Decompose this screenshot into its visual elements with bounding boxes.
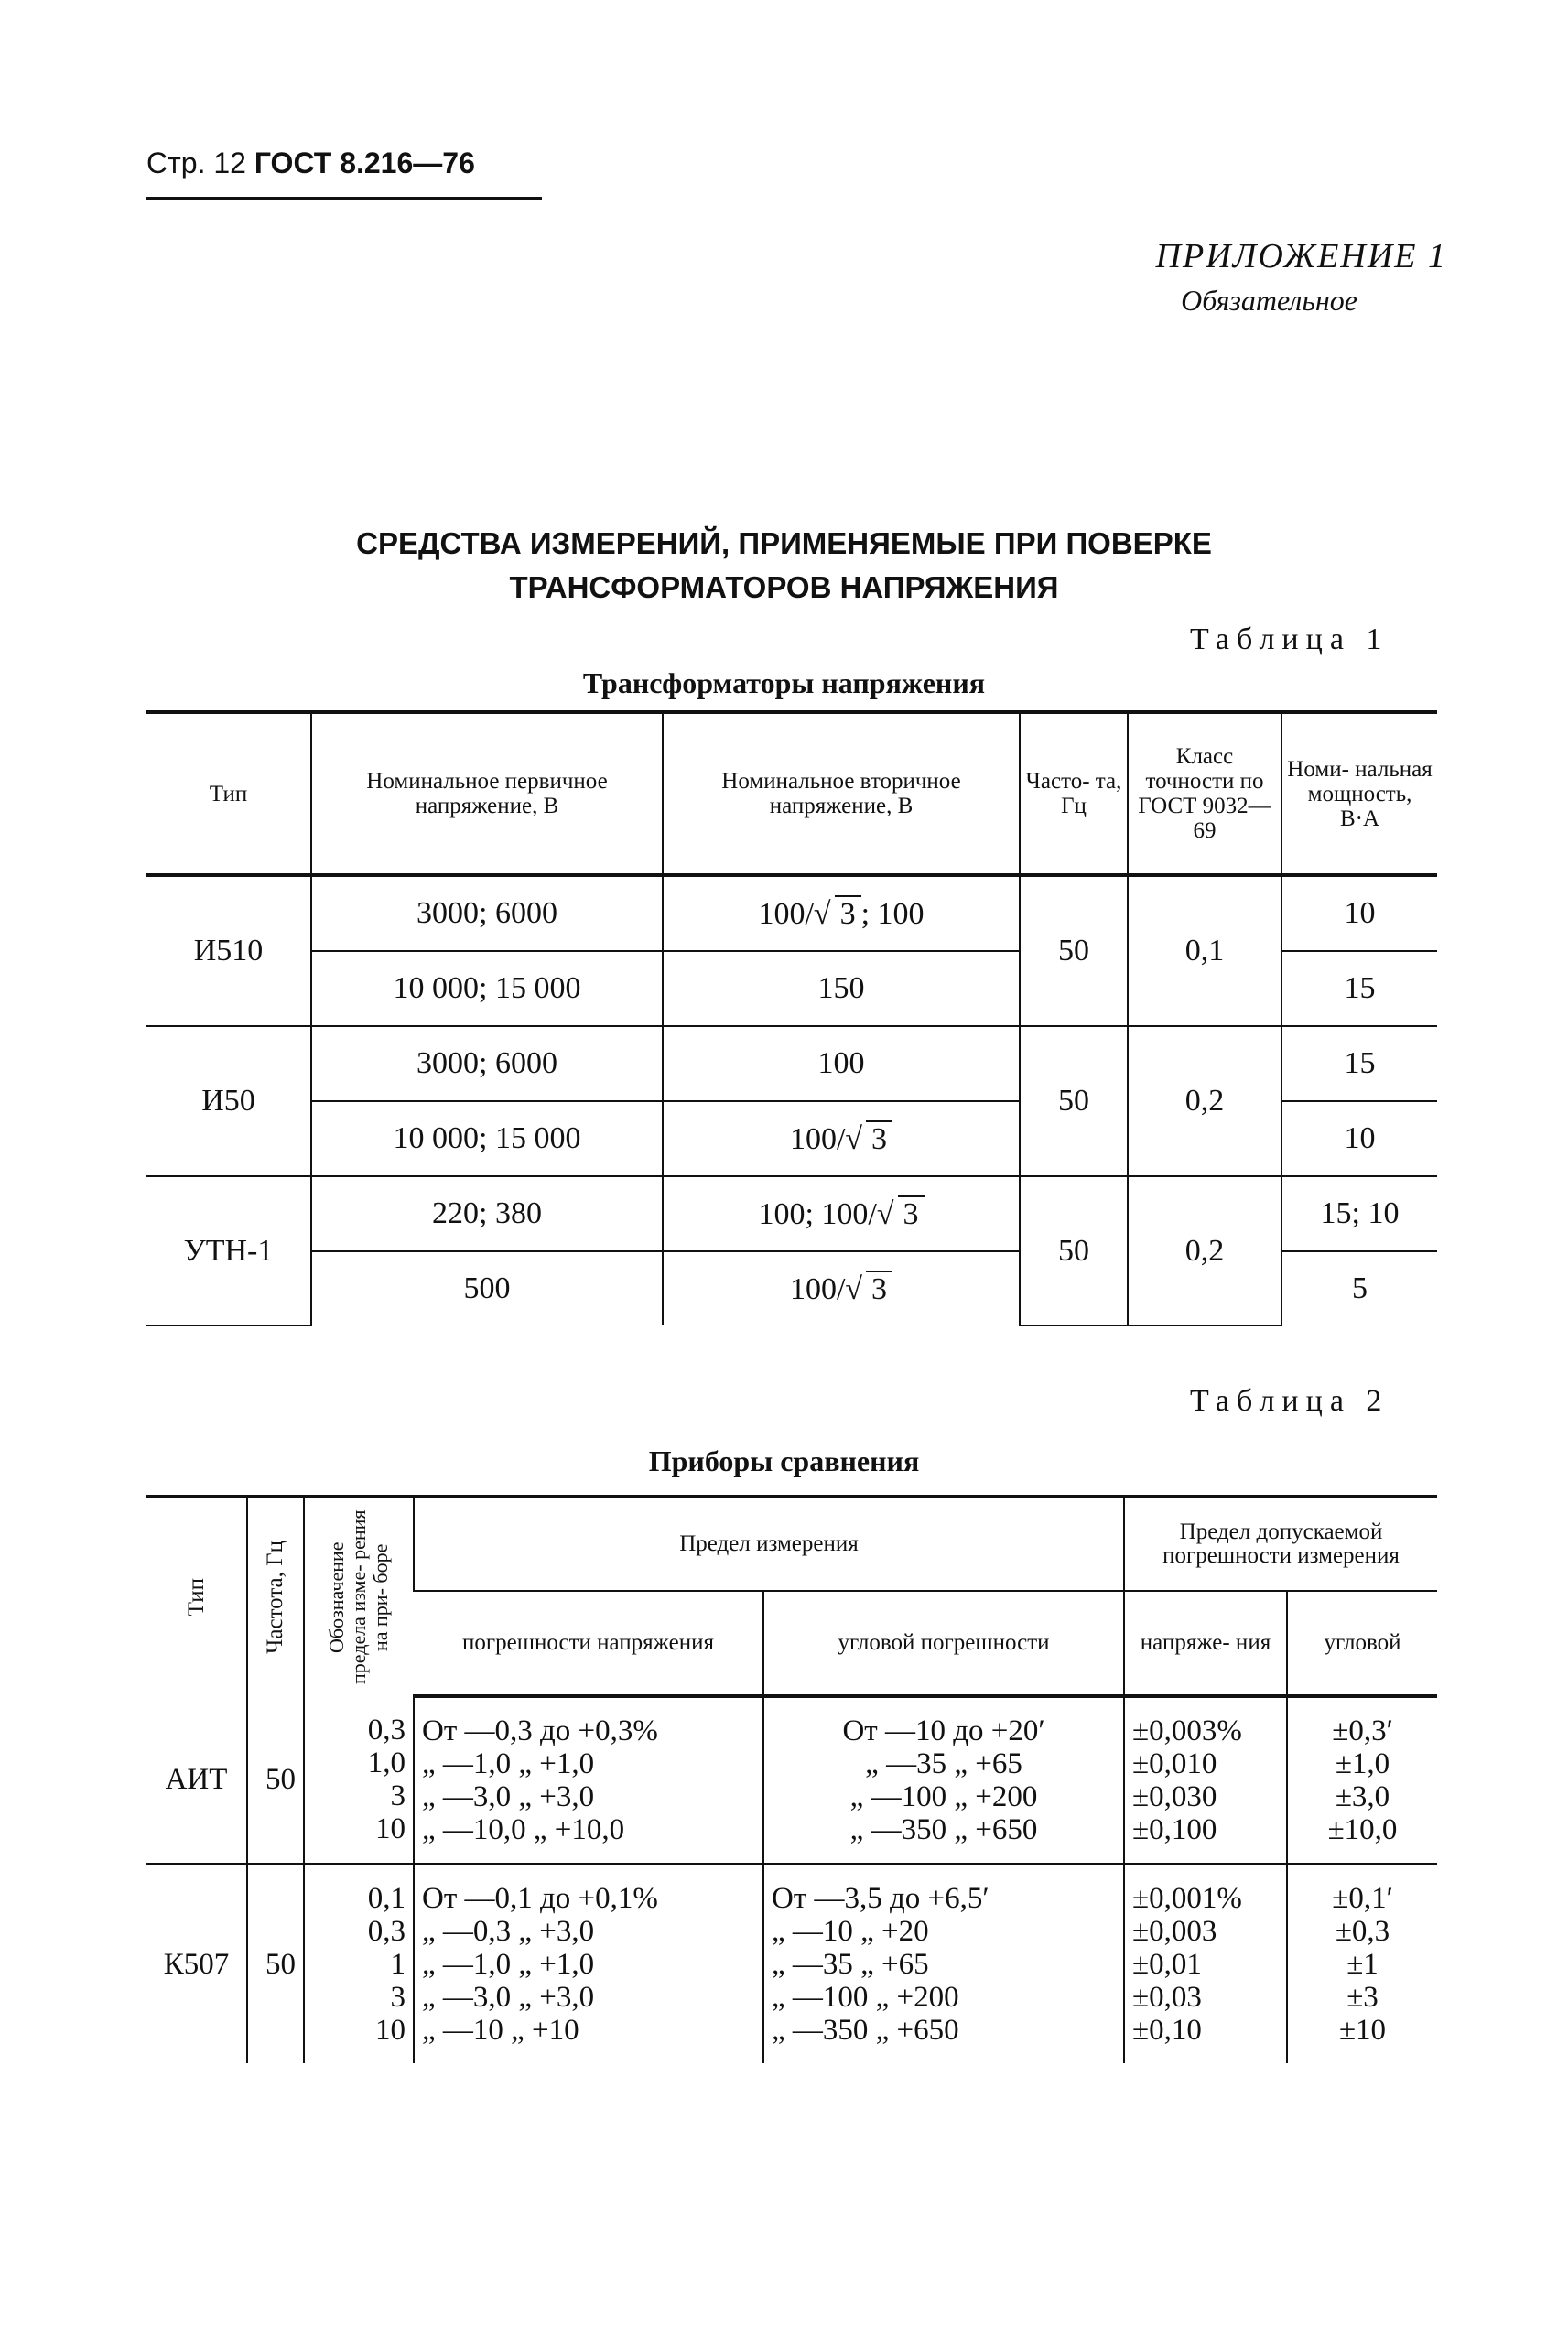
cell-line: „ —3,0 „ +3,0 — [422, 1780, 595, 1813]
cell-line: 0,1 — [367, 1882, 406, 1915]
t2-col-freq-text: Частота, Гц — [263, 1541, 287, 1654]
t2-range-voltage — [414, 1696, 763, 1865]
table2-label: Таблица 2 — [1190, 1384, 1390, 1418]
t1-sec-root: 3 — [898, 1195, 925, 1232]
cell-line: 3 — [390, 1779, 406, 1812]
t1-secondary: 150 — [663, 951, 1020, 1026]
t1-col-type: Тип — [146, 712, 311, 875]
t2-limit-angle — [1287, 1865, 1437, 2064]
cell-line: ±10 — [1338, 2014, 1387, 2047]
cell-line: „ —3,0 „ +3,0 — [422, 1981, 595, 2014]
t2-type: АИТ — [146, 1696, 247, 1865]
t1-secondary: 100 — [663, 1026, 1020, 1101]
cell-line: От —0,3 до +0,3% — [422, 1714, 658, 1747]
cell-line: ±0,003% — [1132, 1714, 1242, 1747]
cell-line: „ —350 „ +650 — [849, 1813, 1038, 1846]
t1-primary: 3000; 6000 — [311, 875, 663, 951]
t2-range-voltage — [414, 1865, 763, 2064]
cell-line: ±3 — [1346, 1981, 1379, 2014]
header-rule — [146, 197, 542, 200]
t2-col-designation-text: Обозначение предела изме- рения на при- боре — [325, 1509, 392, 1685]
table-voltage-transformers — [146, 710, 1437, 1326]
table2-header-row — [146, 1497, 1437, 1591]
t1-freq: 50 — [1020, 1176, 1128, 1325]
t1-power: 5 — [1281, 1251, 1437, 1325]
cell-line: „ —0,3 „ +3,0 — [422, 1915, 595, 1948]
t1-type: И50 — [146, 1026, 311, 1176]
table-row — [146, 1026, 1437, 1101]
t2-freq: 50 — [247, 1696, 304, 1865]
cell-line: „ —10 „ +20 — [772, 1915, 929, 1948]
t2-limit-voltage — [1124, 1865, 1287, 2064]
cell-line: „ —1,0 „ +1,0 — [422, 1948, 595, 1981]
t1-col-secondary: Номинальное вторичное напряжение, В — [663, 712, 1020, 875]
table-row — [146, 875, 1437, 951]
cell-line: ±0,03 — [1132, 1981, 1202, 2014]
t1-accuracy: 0,2 — [1128, 1026, 1281, 1176]
cell-line: „ —10,0 „ +10,0 — [422, 1813, 625, 1846]
t2-freq: 50 — [247, 1865, 304, 2064]
cell-line: 3 — [390, 1981, 406, 2014]
t1-type: И510 — [146, 875, 311, 1026]
t2-col-limit-angle: угловой — [1287, 1591, 1437, 1696]
table2-caption: Приборы сравнения — [648, 1444, 920, 1477]
t1-sec-root: 3 — [866, 1271, 892, 1307]
t1-accuracy: 0,2 — [1128, 1176, 1281, 1325]
t1-col-primary: Номинальное первичное напряжение, В — [311, 712, 663, 875]
cell-line: „ —100 „ +200 — [849, 1780, 1038, 1813]
table1-caption: Трансформаторы напряжения — [582, 666, 986, 699]
cell-line: ±0,003 — [1132, 1915, 1217, 1948]
t1-type: УТН-1 — [146, 1176, 311, 1325]
appendix-title: ПРИЛОЖЕНИЕ 1 — [1155, 237, 1447, 276]
t2-designation — [304, 1696, 414, 1865]
t2-designation — [304, 1865, 414, 2064]
t2-col-type — [146, 1497, 247, 1696]
cell-line: ±0,3′ — [1332, 1714, 1393, 1747]
t1-sec-prefix: 100; 100/√ — [758, 1197, 894, 1231]
t1-col-power: Номи- нальная мощность, В·А — [1281, 712, 1437, 875]
cell-line: ±0,01 — [1132, 1948, 1202, 1981]
cell-line: „ —1,0 „ +1,0 — [422, 1747, 595, 1780]
t1-power: 10 — [1281, 875, 1437, 951]
cell-line: ±0,030 — [1132, 1780, 1217, 1813]
t1-primary: 10 000; 15 000 — [311, 1101, 663, 1176]
t2-col-freq — [247, 1497, 304, 1696]
t1-col-freq: Часто- та, Гц — [1020, 712, 1128, 875]
t1-sec-root: 3 — [866, 1120, 892, 1157]
appendix-block — [1156, 236, 1447, 318]
cell-line: ±0,001% — [1132, 1882, 1242, 1915]
t1-secondary — [663, 875, 1020, 951]
t2-type: К507 — [163, 1948, 230, 1981]
cell-line: ±1 — [1346, 1948, 1379, 1981]
t1-secondary — [663, 1251, 1020, 1325]
cell-line: „ —100 „ +200 — [772, 1981, 959, 2014]
t1-sec-suffix: ; 100 — [860, 897, 925, 931]
cell-line: 1 — [390, 1948, 406, 1981]
cell-line: 0,3 — [367, 1915, 406, 1948]
cell-line: ±0,1′ — [1332, 1882, 1393, 1915]
cell-line: ±0,100 — [1132, 1813, 1217, 1846]
cell-line: 0,3 — [367, 1714, 406, 1746]
cell-line: 1,0 — [367, 1746, 406, 1779]
t1-power: 10 — [1281, 1101, 1437, 1176]
table1-header-row — [146, 712, 1437, 875]
title-line-2: ТРАНСФОРМАТОРОВ НАПРЯЖЕНИЯ — [509, 570, 1059, 604]
table-row — [146, 1865, 1437, 2064]
cell-line: От —0,1 до +0,1% — [422, 1882, 658, 1915]
cell-line: ±0,3 — [1335, 1915, 1390, 1948]
t1-secondary — [663, 1176, 1020, 1251]
t1-secondary — [663, 1101, 1020, 1176]
t2-col-range-voltage: погрешности напряжения — [414, 1591, 763, 1696]
title-line-1: СРЕДСТВА ИЗМЕРЕНИЙ, ПРИМЕНЯЕМЫЕ ПРИ ПОВЕРКЕ — [356, 526, 1212, 560]
cell-line: ±10,0 — [1327, 1813, 1398, 1846]
t1-primary: 500 — [311, 1251, 663, 1325]
cell-line: „ —350 „ +650 — [772, 2014, 959, 2047]
table-row — [146, 1176, 1437, 1251]
t1-sec-prefix: 100/√ — [789, 1122, 863, 1156]
t2-col-limit-voltage: напряже- ния — [1124, 1591, 1287, 1696]
cell-line: 10 — [375, 2014, 406, 2047]
t1-col-accuracy: Класс точности по ГОСТ 9032—69 — [1128, 712, 1281, 875]
t2-limit-voltage — [1124, 1696, 1287, 1865]
t1-sec-prefix: 100/√ — [789, 1272, 863, 1306]
t1-power: 15; 10 — [1281, 1176, 1437, 1251]
cell-line: ±1,0 — [1335, 1747, 1390, 1780]
t1-sec-prefix: 100/√ — [758, 897, 831, 931]
t1-primary: 220; 380 — [311, 1176, 663, 1251]
t1-accuracy: 0,1 — [1128, 875, 1281, 1026]
cell-line: „ —35 „ +65 — [772, 1948, 929, 1981]
cell-line: „ —10 „ +10 — [422, 2014, 579, 2047]
t2-col-range-angle: угловой погрешности — [763, 1591, 1124, 1696]
t2-range-angle — [763, 1865, 1124, 2064]
t2-col-type-text: Тип — [183, 1578, 209, 1617]
cell-line: 10 — [375, 1812, 406, 1845]
t2-range-angle — [763, 1696, 1124, 1865]
t2-col-limit: Предел допускаемой погрешности измерения — [1124, 1497, 1437, 1591]
t1-power: 15 — [1281, 951, 1437, 1026]
cell-line: От —3,5 до +6,5′ — [772, 1882, 989, 1915]
t1-primary: 3000; 6000 — [311, 1026, 663, 1101]
cell-line: От —10 до +20′ — [842, 1714, 1045, 1747]
document-title — [0, 522, 1568, 610]
t1-primary: 10 000; 15 000 — [311, 951, 663, 1026]
t2-limit-angle — [1287, 1696, 1437, 1865]
cell-line: ±3,0 — [1335, 1780, 1390, 1813]
t1-freq: 50 — [1020, 1026, 1128, 1176]
standard-number: ГОСТ 8.216—76 — [254, 146, 475, 179]
cell-line: „ —35 „ +65 — [865, 1747, 1022, 1780]
page-number: Стр. 12 — [146, 146, 246, 179]
t2-col-designation — [304, 1497, 414, 1696]
t1-power: 15 — [1281, 1026, 1437, 1101]
appendix-status: Обязательное — [1181, 284, 1357, 317]
table-comparison-devices — [146, 1495, 1437, 2063]
table-row — [146, 1696, 1437, 1865]
t1-freq: 50 — [1020, 875, 1128, 1026]
t2-col-range: Предел измерения — [414, 1497, 1124, 1591]
page-header — [146, 146, 475, 180]
t1-sec-root: 3 — [835, 895, 861, 932]
cell-line: ±0,10 — [1132, 2014, 1202, 2047]
cell-line: ±0,010 — [1132, 1747, 1217, 1780]
table1-label: Таблица 1 — [1190, 622, 1390, 656]
